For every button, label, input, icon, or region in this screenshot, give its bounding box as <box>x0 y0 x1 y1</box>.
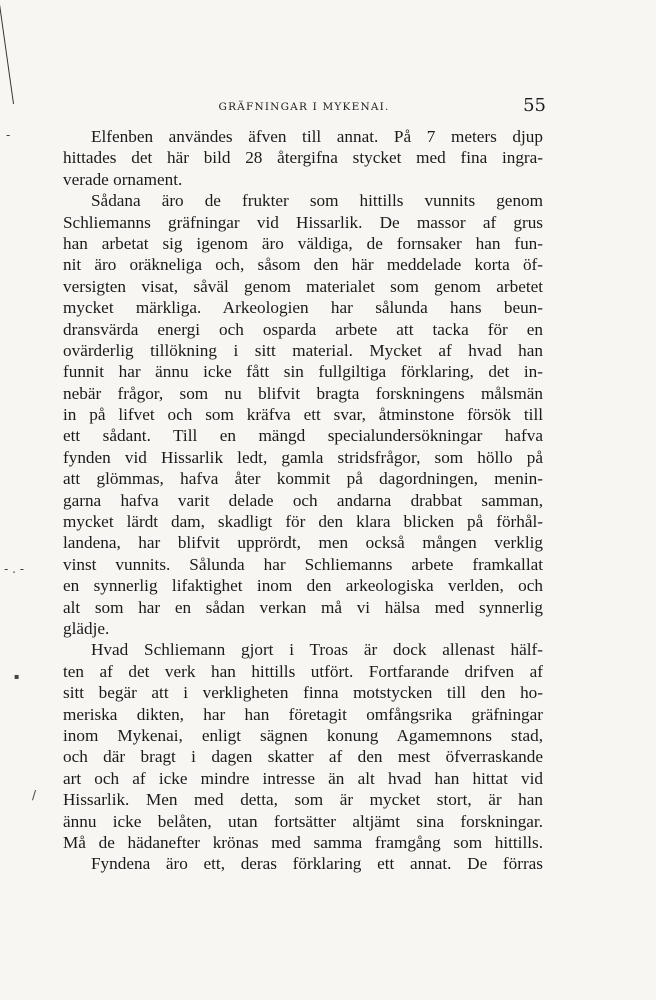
text-line: sitt begär att i verkligheten finna motstycken till den ho- <box>63 683 543 703</box>
text-line: nebär frågor, som nu blifvit bragta forskningens målsmän <box>63 383 543 403</box>
text-line: verade ornament. <box>63 169 183 189</box>
margin-mark: ▪ <box>14 672 20 681</box>
text-line: Elfenben användes äfven till annat. På 7 meters djup <box>91 127 543 146</box>
text-line: nit äro oräkneliga och, såsom den här meddelade korta öf- <box>63 255 543 275</box>
text-line: och där bragt i dagen skatter af den mest öfverraskande <box>63 747 543 767</box>
text-line: versigten visat, såväl genom materialet som genom arbetet <box>63 276 543 296</box>
text-line: ten af det verk han hittills utfört. Fortfarande drifven af <box>63 661 543 681</box>
text-line: vinst vunnits. Sålunda har Schliemanns arbete framkallat <box>63 554 543 574</box>
text-line: art och af icke mindre intresse än alt hvad han hittat vid <box>63 768 543 788</box>
text-line: dransvärda energi och osparda arbete att tacka för en <box>63 319 543 339</box>
text-line: Fyndena äro ett, deras förklaring ett annat. De förras <box>91 854 543 874</box>
text-line: Hissarlik. Men med detta, som är mycket stort, är han <box>63 790 543 810</box>
text-line: inom Mykenai, enligt sägnen konung Agamemnons stad, <box>63 725 543 745</box>
text-line: landena, har blifvit upprördt, men också mången verklig <box>63 533 543 553</box>
page-number: 55 <box>523 95 546 116</box>
text-line: hittades det här bild 28 återgifna stycket med fina ingra- <box>63 148 543 168</box>
text-line: att glömmas, hafva åter kommit på dagordningen, menin- <box>63 469 543 489</box>
text-line: en synnerlig lifaktighet inom den arkeologiska verlden, och <box>63 576 543 596</box>
margin-mark: - . - <box>4 562 25 576</box>
text-line: Schliemanns gräfningar vid Hissarlik. De massor af grus <box>63 212 543 232</box>
text-line: ännu icke belåten, utan fortsätter altjämt sina forskningar. <box>63 811 543 831</box>
text-line: Må de hädanefter krönas med samma framgång som hittills. <box>63 832 543 852</box>
body-text <box>63 126 543 875</box>
running-head <box>62 95 546 119</box>
text-line: Sådana äro de frukter som hittills vunnits genom <box>91 191 543 211</box>
text-line: Hvad Schliemann gjort i Troas är dock allenast hälf- <box>91 640 543 660</box>
text-line: glädje. <box>63 618 110 638</box>
text-line: alt som har en sådan verkan må vi hälsa med synnerlig <box>63 597 543 617</box>
text-line: mycket lärdt dam, skadligt för den klara blicken på förhål- <box>63 512 543 532</box>
text-line: mycket märkliga. Arkeologien har sålunda hans beun- <box>63 298 543 318</box>
margin-mark: / <box>32 788 37 802</box>
text-line: han arbetat sig igenom äro väldiga, de fornsaker han fun- <box>63 233 543 253</box>
text-line: ett sådant. Till en mängd specialundersökningar hafva <box>63 426 543 446</box>
text-line: funnit har ännu icke fått sin fullgiltiga förklaring, det in- <box>63 362 543 382</box>
running-title: GRÄFNINGAR I MYKENAI. <box>218 101 390 113</box>
margin-mark: - <box>6 128 11 142</box>
text-line: meriska dikten, har han företagit omfångsrika gräfningar <box>63 704 543 724</box>
text-line: garna hafva varit delade och andarna drabbat samman, <box>63 490 543 510</box>
text-line: ovärderlig tillökning i sitt material. Mycket af hvad han <box>63 340 543 360</box>
binding-edge-line <box>0 4 28 104</box>
text-line: in på lifvet och som kräfva ett svar, åtminstone försök till <box>63 405 543 425</box>
text-line: fynden vid Hissarlik ledt, gamla stridsfrågor, som höllo på <box>63 447 543 467</box>
